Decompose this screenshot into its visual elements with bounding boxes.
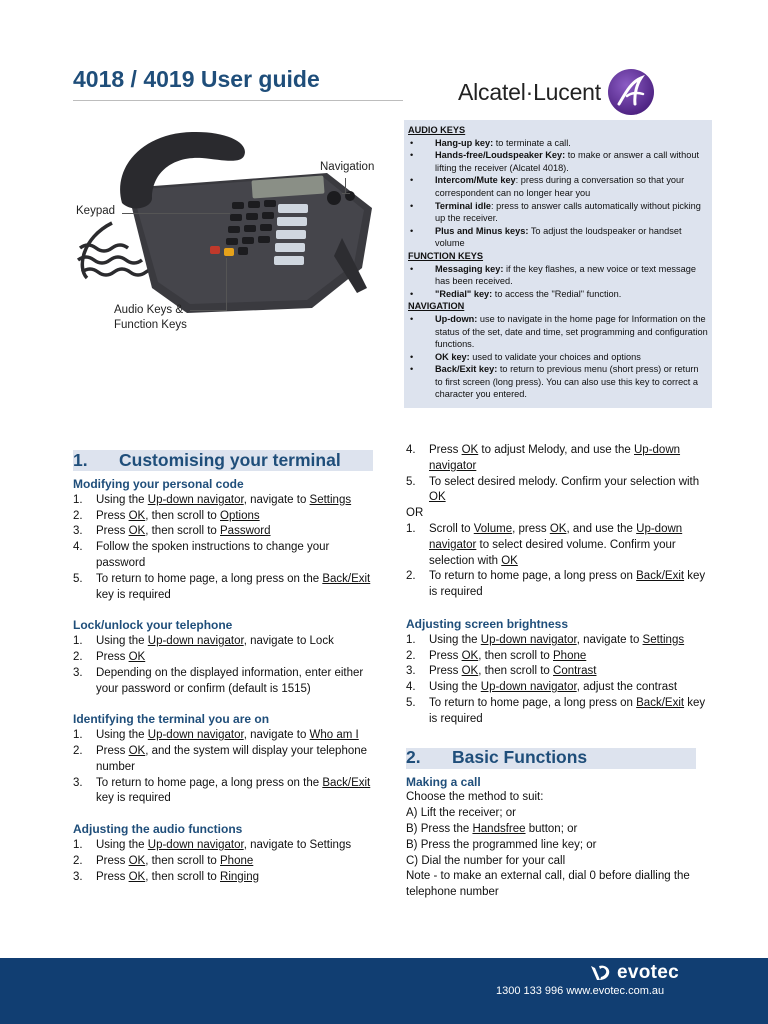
alcatel-lucent-emblem-icon [607,68,655,116]
list-item: 1. Using the Up-down navigator, navigate to Settings [406,633,685,646]
function-keys-heading: FUNCTION KEYS [408,250,484,261]
list-item: 1. Using the Up-down navigator, navigate to Who am I [73,729,359,742]
list-item: • Messaging key: if the key flashes, a new voice or text message has been received. [408,263,708,288]
subheading-screen-brightness: Adjusting screen brightness [406,616,569,631]
list-item: 5. To return to home page, a long press on Back/Exit key is required [406,696,706,725]
volume-steps [406,522,706,601]
audio-function-steps-continued [406,443,706,506]
navigation-heading: NAVIGATION [408,301,465,312]
evotec-brand: evotec [617,962,680,983]
section-heading-customising: 1. Customising your terminal [73,450,373,471]
title-divider [73,100,403,101]
callout-keypad-line [122,213,230,214]
evotec-mark-icon [588,962,614,984]
left-column [73,450,373,885]
list-item: 4. Using the Up-down navigator, adjust the contrast [406,681,678,694]
subheading-audio-functions: Adjusting the audio functions [73,822,243,837]
audio-keys-list [408,137,708,250]
list-item: • Up-down: use to navigate in the home page for Information on the status of the set, date and time, set programming and configuration functions. [408,313,708,351]
subheading-lock-unlock: Lock/unlock your telephone [73,618,233,633]
callout-navigation: Navigation [320,161,375,173]
list-item: 3. Press OK, then scroll to Password [73,525,271,538]
keys-reference-box [404,120,712,408]
list-item: 5. To select desired melody. Confirm your selection with OK [406,475,700,504]
list-item: 2. Press OK, then scroll to Phone [73,854,254,867]
alcatel-lucent-logo [458,68,655,116]
section-heading-basic-functions: 2. Basic Functions [406,748,696,769]
list-item: 2. Press OK, then scroll to Phone [406,649,587,662]
list-item: 4. Press OK to adjust Melody, and use the Up-down navigator [406,444,681,472]
audio-keys-heading: AUDIO KEYS [408,125,466,135]
list-item: 3. Press OK, then scroll to Contrast [406,665,597,678]
making-call-option-b1: B) Press the Handsfree button; or [406,822,578,835]
list-item: • OK key: used to validate your choices and options [408,351,708,364]
right-column [406,443,706,901]
lock-steps [73,634,373,697]
list-item: 4. Follow the spoken instructions to change your password [73,541,330,569]
callout-audio-line [226,258,227,310]
making-call-option-c: C) Dial the number for your call [406,854,566,867]
subheading-personal-code: Modifying your personal code [73,477,244,491]
list-item: 3. Press OK, then scroll to Ringing [73,870,260,883]
callout-keypad: Keypad [76,205,116,217]
list-item: 1. Using the Up-down navigator, navigate to Settings [73,838,352,851]
audio-function-steps [73,838,373,885]
subheading-making-call: Making a call [406,774,481,789]
list-item: • Back/Exit key: to return to previous menu (short press) or return to first screen (long press). You can also use this key to correct a character you entered. [408,363,708,401]
function-keys-list [408,263,708,301]
page-title: 4018 / 4019 User guide [73,66,320,92]
making-call-note: Note - to make an external call, dial 0 before dialling the telephone number [406,870,690,899]
footer-contact: 1300 133 996 www.evotec.com.au [496,985,665,997]
list-item: • "Redial" key: to access the "Redial" function. [408,288,708,301]
list-item: • Hands-free/Loudspeaker Key: to make or answer a call without lifting the receiver (Alcatel 4018). [408,149,708,174]
callout-function-keys: Function Keys [114,319,187,331]
phone-illustration [72,128,382,318]
navigation-list [408,313,708,401]
brightness-steps [406,633,706,728]
list-item: 1. Using the Up-down navigator, navigate to Settings [73,493,352,506]
brand-name: Alcatel·Lucent [458,78,601,105]
list-item: 2. To return to home page, a long press on Back/Exit key is required [406,570,706,599]
making-call-option-b2: B) Press the programmed line key; or [406,838,597,851]
list-item: • Terminal idle: press to answer calls automatically without picking up the receiver. [408,200,708,225]
callout-navigation-tick [342,193,350,194]
making-call-option-a: A) Lift the receiver; or [406,807,516,820]
callout-audio-line-h [190,310,227,311]
list-item: 3. Depending on the displayed information, enter either your password or confirm (default is 1515) [73,666,364,695]
callout-audio-keys: Audio Keys & [114,304,184,316]
evotec-logo [588,962,679,984]
list-item: 1. Using the Up-down navigator, navigate to Lock [73,635,334,648]
callout-navigation-line [345,178,346,194]
list-item: 2. Press OK, and the system will display your telephone number [73,744,368,773]
subheading-identify-terminal: Identifying the terminal you are on [73,712,270,727]
list-item: • Hang-up key: to terminate a call. [408,137,708,150]
list-item: 1. Scroll to Volume, press OK, and use the Up-down navigator to select desired volume. Confirm your selection with OK [406,522,683,567]
personal-code-steps [73,493,373,604]
making-call-intro: Choose the method to suit: [406,791,544,804]
list-item: • Plus and Minus keys: To adjust the loudspeaker or handset volume [408,225,708,250]
identify-steps [73,728,373,807]
list-item: 3. To return to home page, a long press on the Back/Exit key is required [73,776,371,805]
list-item: 2. Press OK [73,650,146,663]
list-item: 2. Press OK, then scroll to Options [73,509,260,522]
or-separator: OR [406,507,424,520]
list-item: 5. To return to home page, a long press on the Back/Exit key is required [73,572,371,601]
list-item: • Intercom/Mute key: press during a conversation so that your correspondent can no longer hear you [408,174,708,199]
